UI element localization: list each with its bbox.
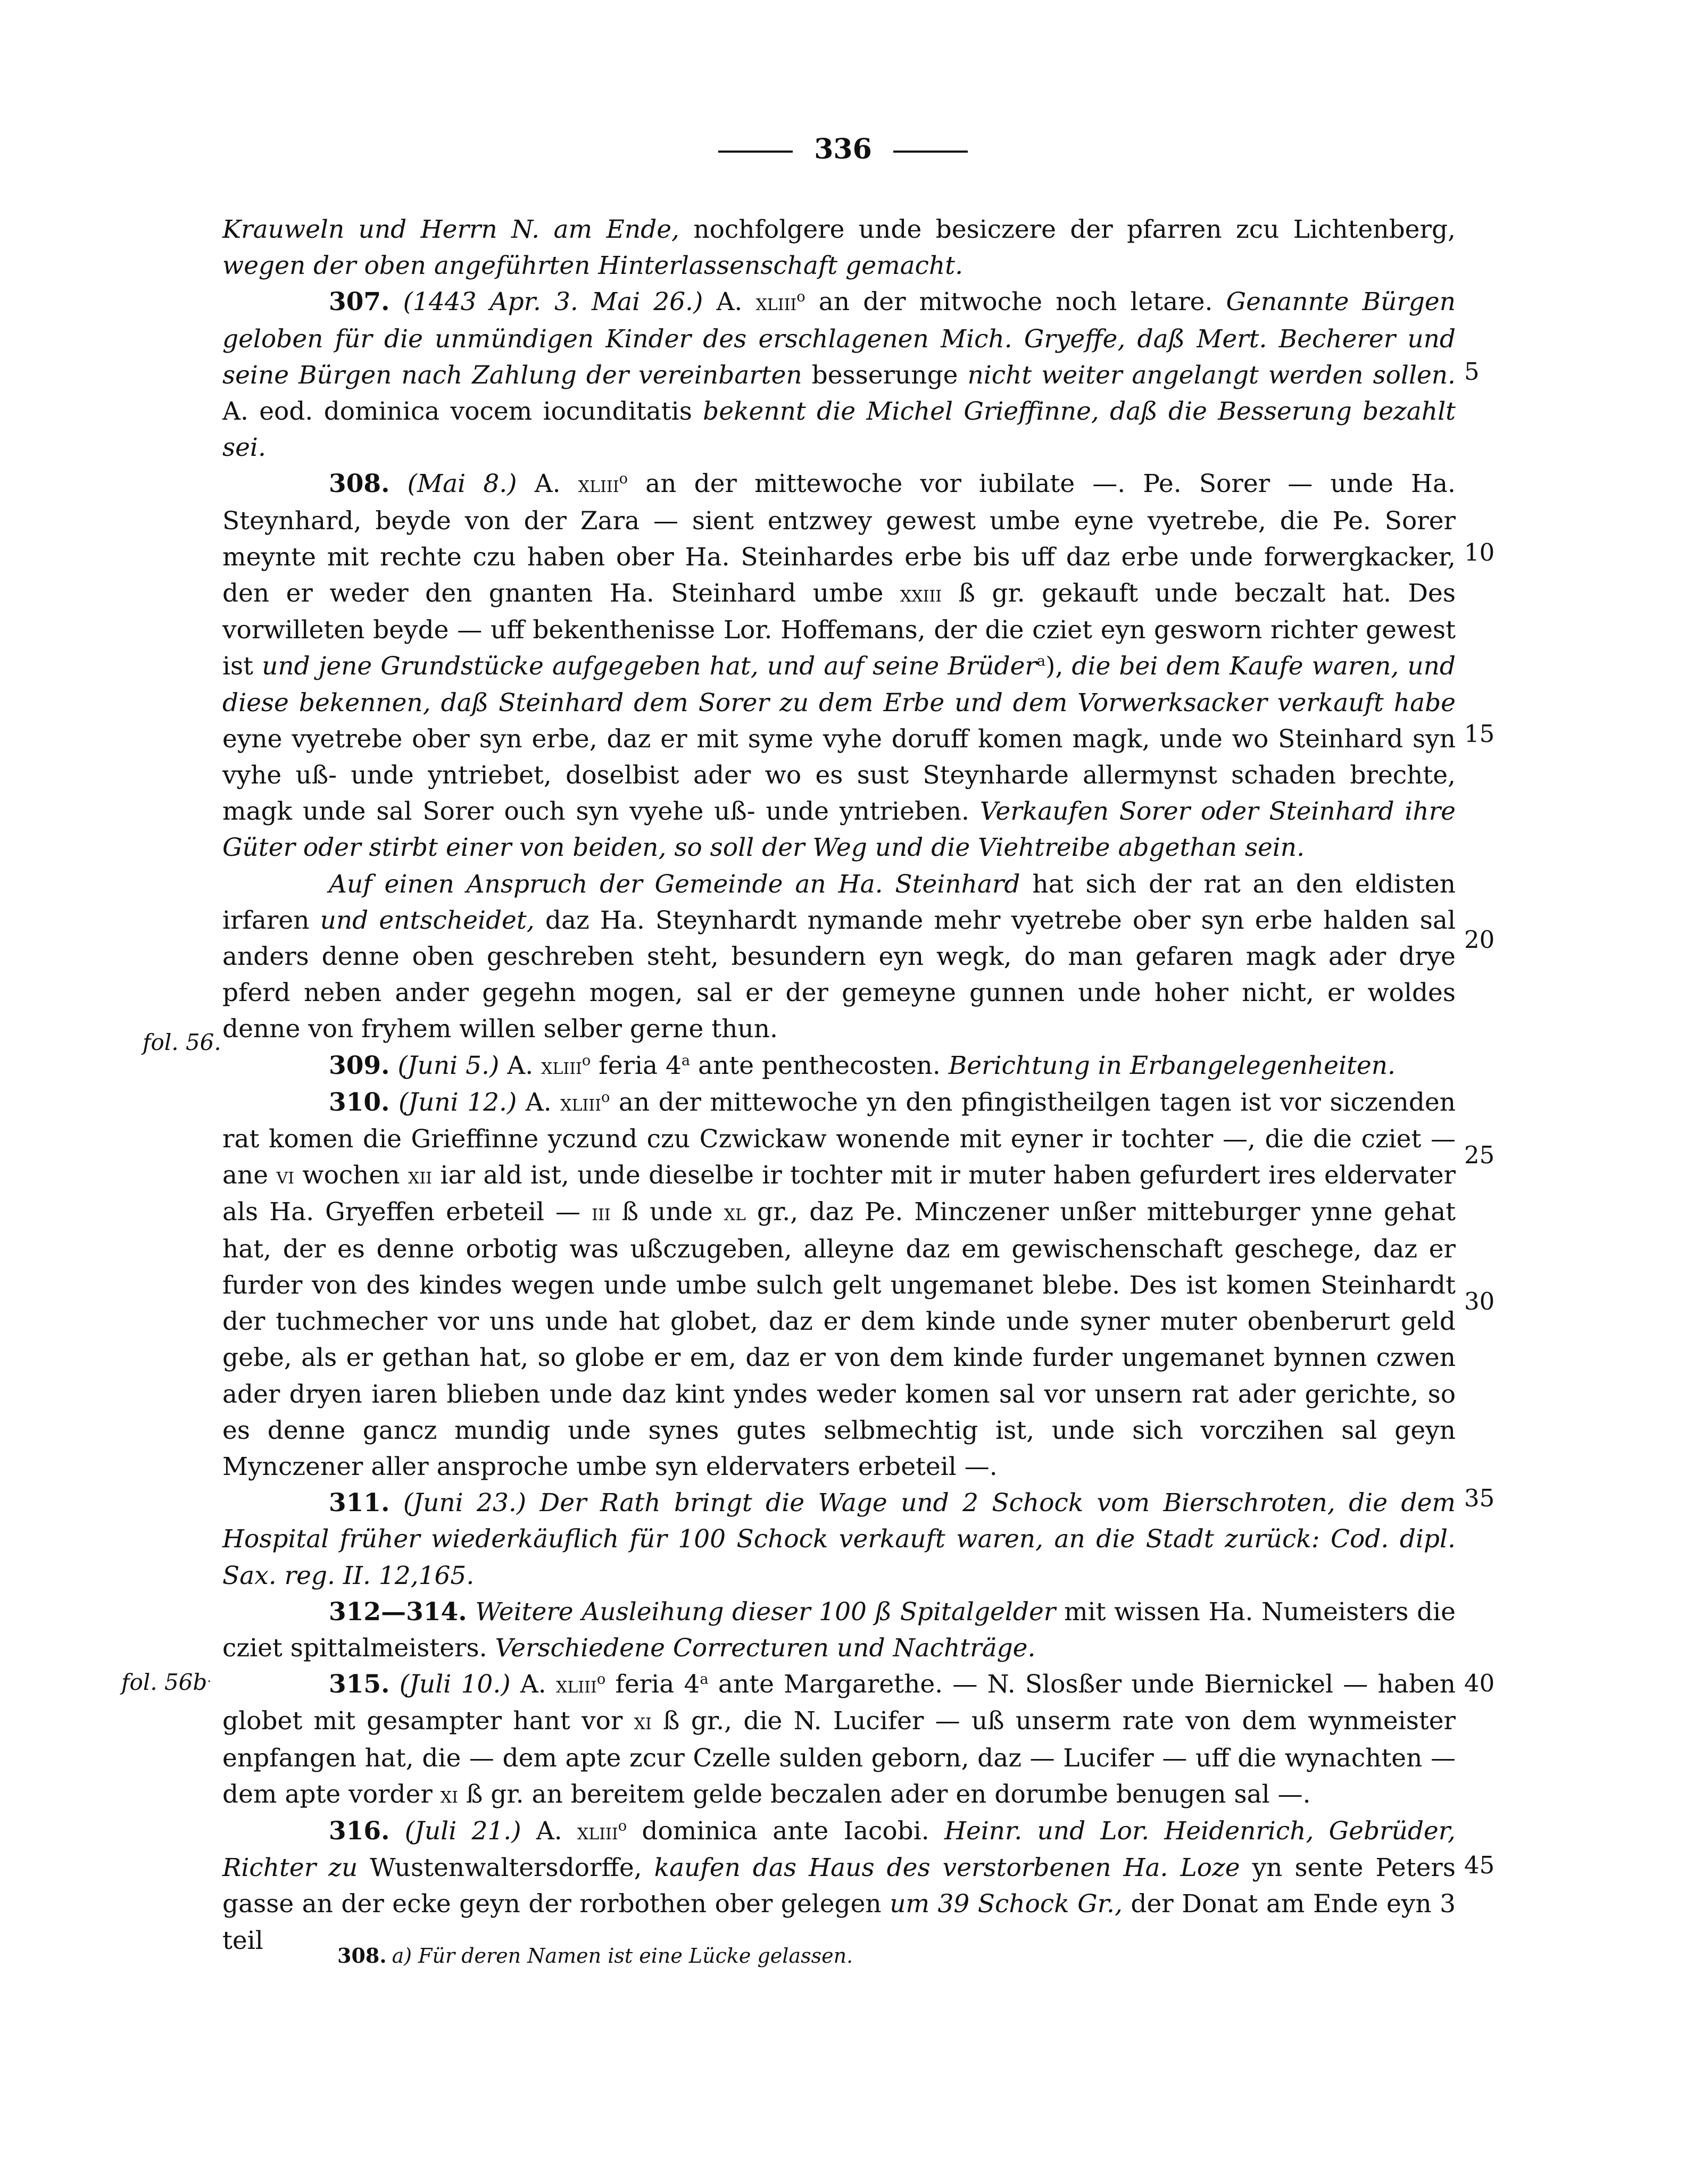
footnote [337,1944,853,1968]
page-header [0,133,1686,165]
paragraph: 307. (1443 Apr. 3. Mai 26.) A. xliii$^o$ an der mitwoche noch letare. Genannte Bürgen geloben für die unmündigen Kinder des erschlagenen Mich. Gryeffe, daß Mert. Becherer und seine Bürgen nach Zahlung der vereinbarten besserunge nicht weiter angelangt werden sollen. A. eod. dominica vocem iocunditatis bekennt die Michel Grieffinne, daß die Besserung bezahlt sei. [222,287,1456,463]
line-number: 45 [1464,1851,1495,1879]
paragraph: 310. (Juni 12.) A. xliii$^o$ an der mittewoche yn den pfingistheilgen tagen ist vor siczenden rat komen die Grieffinne yczund czu Czwickaw wonende mit eyner ir tochter —, die die cziet — ane vi wochen xii iar ald ist, unde dieselbe ir tochter mit ir muter haben gefurdert ires eldervater als Ha. Gryeffen erbeteil — iii ß unde xl gr., daz Pe. Minczener unßer mitteburger ynne gehat hat, der es denne orbotig was ußczugeben, alleyne daz em gewischenschaft geschege, daz er furder von des kindes wegen unde umbe sulch gelt ungemanet blebe. Des ist komen Steinhardt der tuchmecher vor uns unde hat globet, daz er dem kinde unde syner muter obenberurt geld gebe, als er gethan hat, so globe er em, daz er von dem kinde furder ungemanet bynnen czwen ader dryen iaren blieben unde daz kint yndes weder komen sal vor unsern rat ader gerichte, so es denne gancz mundig unde synes gutes selbmechtig ist, unde sich vorczihen sal geyn Mynczener aller ansproche umbe syn eldervaters erbeteil —. [222,1087,1456,1481]
line-number: 30 [1464,1287,1495,1315]
paragraph: 309. (Juni 5.) A. xliii$^o$ feria 4$^a$ ante penthecosten. Berichtung in Erbangelegenheiten. [329,1051,1396,1080]
paragraph: Krauweln und Herrn N. am Ende, nochfolgere unde besiczere der pfarren zcu Lichtenberg, wegen der oben angeführten Hinterlassenschaft gemacht. [222,215,1456,281]
line-number: 5 [1464,357,1480,386]
margin-note-fol-56b: fol. 56b. [121,1669,212,1695]
footnote-ref: 308. [337,1944,387,1968]
paragraph: 311. (Juni 23.) Der Rath bringt die Wage und 2 Schock vom Bierschroten, die dem Hospital früher wiederkäuflich für 100 Schock verkauft waren, an die Stadt zurück: Cod. dipl. Sax. reg. II. 12,165. [222,1488,1456,1590]
main-text-column [222,212,1456,1959]
header-dash-left [718,151,793,153]
margin-note-fol-56: fol. 56. [143,1029,221,1055]
paragraph: 312—314. Weitere Ausleihung dieser 100 ß Spitalgelder mit wissen Ha. Numeisters die cziet spittalmeisters. Verschiedene Correcturen und Nachträge. [222,1597,1456,1663]
line-number: 15 [1464,720,1495,748]
header-dash-right [893,151,968,153]
paragraph: Auf einen Anspruch der Gemeinde an Ha. Steinhard hat sich der rat an den eldisten irfaren und entscheidet, daz Ha. Steynhardt nymande mehr vyetrebe ober syn erbe halden sal anders denne oben geschreben steht, besundern eyn wegk, do man gefaren magk ader drye pferd neben ander gegehn mogen, sal er der gemeyne gunnen unde hoher nicht, er woldes denne von fryhem willen selber gerne thun. [222,869,1456,1044]
paragraph: 308. (Mai 8.) A. xliii$^o$ an der mittewoche vor iubilate —. Pe. Sorer — unde Ha. Steynhard, beyde von der Zara — sient entzwey gewest umbe eyne vyetrebe, die Pe. Sorer meynte mit rechte czu haben ober Ha. Steinhardes erbe bis uff daz erbe unde forwergkacker, den er weder den gnanten Ha. Steinhard umbe xxiii ß gr. gekauft unde beczalt hat. Des vorwilleten beyde — uff bekenthenisse Lor. Hoffemans, der die cziet eyn gesworn richter gewest ist und jene Grundstücke aufgegeben hat, und auf seine Brüder$^a$), die bei dem Kaufe waren, und diese bekennen, daß Steinhard dem Sorer zu dem Erbe und dem Vorwerksacker verkauft habe eyne vyetrebe ober syn erbe, daz er mit syme vyhe doruff komen magk, unde wo Steinhard syn vyhe uß- unde yntriebet, doselbist ader wo es sust Steynharde allermynst schaden brechte, magk unde sal Sorer ouch syn vyehe uß- unde yntrieben. Verkaufen Sorer oder Steinhard ihre Güter oder stirbt einer von beiden, so soll der Weg und die Viehtreibe abgethan sein. [222,469,1456,863]
line-number: 40 [1464,1669,1495,1697]
page-number: 336 [814,133,872,165]
line-number: 10 [1464,538,1495,566]
footnote-text: a) Für deren Namen ist eine Lücke gelassen. [392,1944,853,1968]
line-number: 25 [1464,1141,1495,1169]
paragraph: 315. (Juli 10.) A. xliii$^o$ feria 4$^a$ ante Margarethe. — N. Slosßer unde Biernickel — haben globet mit gesampter hant vor xi ß gr., die N. Lucifer — uß unserm rate von dem wynmeister enpfangen hat, die — dem apte zcur Czelle sulden geborn, daz — Lucifer — uff die wynachten — dem apte vorder xi ß gr. an bereitem gelde beczalen ader en dorumbe benugen sal —. [222,1670,1456,1809]
line-number: 35 [1464,1484,1495,1512]
paragraph: 316. (Juli 21.) A. xliii$^o$ dominica ante Iacobi. Heinr. und Lor. Heidenrich, Gebrüder, Richter zu Wustenwaltersdorffe, kaufen das Haus des verstorbenen Ha. Loze yn sente Peters gasse an der ecke geyn der rorbothen ober gelegen um 39 Schock Gr., der Donat am Ende eyn 3 teil [222,1816,1456,1955]
line-number: 20 [1464,926,1495,954]
